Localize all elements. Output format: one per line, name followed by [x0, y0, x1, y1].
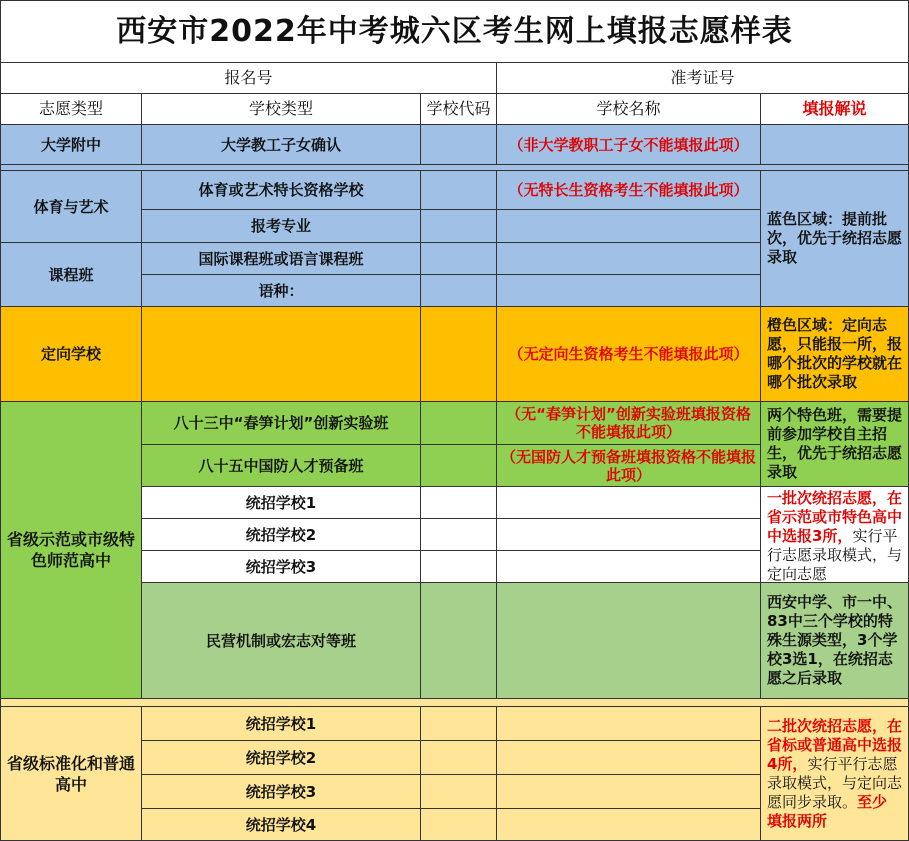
code-cell[interactable]: [421, 741, 497, 775]
col-header-school-name: 学校名称: [497, 94, 761, 125]
blue-area-note: 蓝色区域：提前批次，优先于统招志愿录取: [761, 171, 909, 307]
name-cell[interactable]: [497, 275, 761, 307]
code-cell[interactable]: [421, 275, 497, 307]
school-type-tongzhao: 统招学校2: [142, 519, 421, 551]
code-cell[interactable]: [421, 125, 497, 165]
name-cell[interactable]: [497, 707, 761, 741]
col-header-explain: 填报解说: [761, 94, 909, 125]
type-daxue: 大学附中: [0, 125, 142, 165]
page-title: 西安市2022年中考城六区考生网上填报志愿样表: [0, 0, 909, 63]
special-class-note: 两个特色班，需要提前参加学校自主招生，优先于统招志愿录取: [761, 402, 909, 487]
name-cell[interactable]: [497, 583, 761, 699]
batch1-note-red: 一批次统招志愿，在省示范或市特色高中中选报3所，: [767, 489, 903, 545]
school-type-tongzhao: 统招学校1: [142, 707, 421, 741]
reg-no-label: 报名号: [0, 63, 497, 94]
code-cell[interactable]: [421, 809, 497, 841]
warn-dingxiang: （无定向生资格考生不能填报此项）: [497, 307, 761, 402]
school-type-daxue: 大学教工子女确认: [142, 125, 421, 165]
school-type-tongzhao: 统招学校3: [142, 551, 421, 583]
code-cell[interactable]: [421, 487, 497, 519]
batch2-note-tail: 至少填报两所: [767, 793, 888, 830]
batch2-note: [761, 707, 909, 841]
school-type-cell[interactable]: [142, 307, 421, 402]
type-dingxiang: 定向学校: [0, 307, 142, 402]
code-cell[interactable]: [421, 445, 497, 487]
school-type-tongzhao: 统招学校3: [142, 775, 421, 809]
warn-guofang: （无国防人才预备班填报资格不能填报此项）: [497, 445, 761, 487]
orange-area-note: 橙色区域：定向志愿，只能报一所，报哪个批次的学校就在哪个批次录取: [761, 307, 909, 402]
name-cell[interactable]: [497, 741, 761, 775]
code-cell[interactable]: [421, 402, 497, 445]
name-cell[interactable]: [497, 809, 761, 841]
school-type-lang: 语种：: [142, 275, 421, 307]
code-cell[interactable]: [421, 243, 497, 275]
name-cell[interactable]: [497, 210, 761, 243]
name-cell[interactable]: [497, 487, 761, 519]
warn-chunsun: （无“春笋计划”创新实验班填报资格不能填报此项）: [497, 402, 761, 445]
warn-daxue: （非大学教职工子女不能填报此项）: [497, 125, 761, 165]
code-cell[interactable]: [421, 707, 497, 741]
school-type-major: 报考专业: [142, 210, 421, 243]
name-cell[interactable]: [497, 551, 761, 583]
type-shengji: 省级示范或市级特色师范高中: [0, 402, 142, 699]
col-header-type: 志愿类型: [0, 94, 142, 125]
code-cell[interactable]: [421, 551, 497, 583]
explain-cell: [761, 125, 909, 165]
divider: [0, 699, 909, 707]
school-type-tongzhao: 统招学校4: [142, 809, 421, 841]
code-cell[interactable]: [421, 775, 497, 809]
batch2-note-red: 二批次统招志愿，在省标或普通高中选报4所，: [767, 717, 903, 773]
col-header-school-type: 学校类型: [142, 94, 421, 125]
batch1-note: [761, 487, 909, 583]
type-kecheng: 课程班: [0, 243, 142, 307]
name-cell[interactable]: [497, 243, 761, 275]
batch1-note-black: 实行平行志愿录取模式，与定向志愿: [767, 527, 903, 583]
code-cell[interactable]: [421, 519, 497, 551]
school-type-tongzhao: 统招学校2: [142, 741, 421, 775]
code-cell[interactable]: [421, 307, 497, 402]
school-type-minying: 民营机制或宏志对等班: [142, 583, 421, 699]
type-tiyu: 体育与艺术: [0, 171, 142, 243]
school-type-tongzhao: 统招学校1: [142, 487, 421, 519]
school-type-chunsun: 八十三中“春笋计划”创新实验班: [142, 402, 421, 445]
code-cell[interactable]: [421, 210, 497, 243]
school-type-tiyu: 体育或艺术特长资格学校: [142, 171, 421, 210]
school-type-guofang: 八十五中国防人才预备班: [142, 445, 421, 487]
batch2-note-black: 实行平行志愿录取模式，与定向志愿同步录取。: [767, 755, 903, 811]
name-cell[interactable]: [497, 519, 761, 551]
type-biaozhun: 省级标准化和普通高中: [0, 707, 142, 841]
minying-note: 西安中学、市一中、83中三个学校的特殊生源类型，3个学校3选1，在统招志愿之后录取: [761, 583, 909, 699]
code-cell[interactable]: [421, 171, 497, 210]
code-cell[interactable]: [421, 583, 497, 699]
ticket-no-label: 准考证号: [497, 63, 909, 94]
school-type-kecheng: 国际课程班或语言课程班: [142, 243, 421, 275]
warn-tiyu: （无特长生资格考生不能填报此项）: [497, 171, 761, 210]
name-cell[interactable]: [497, 775, 761, 809]
col-header-school-code: 学校代码: [421, 94, 497, 125]
